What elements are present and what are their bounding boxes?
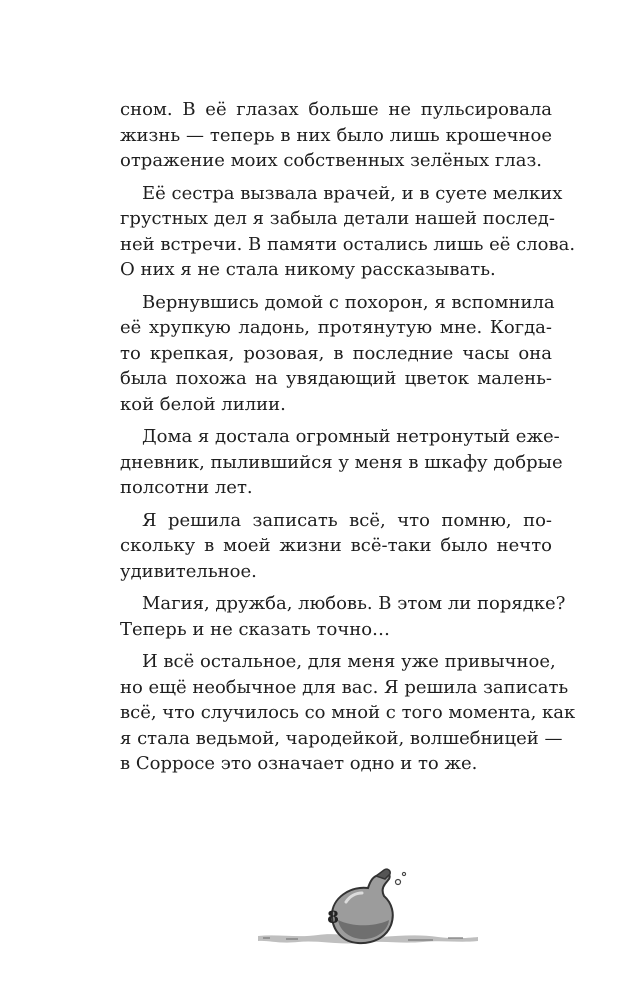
- text-line: Теперь и не сказать точно…: [120, 618, 391, 640]
- potion-flask-icon: [258, 868, 478, 958]
- text-line: удивительное.: [120, 560, 257, 582]
- text-line: Магия, дружба, любовь. В этом ли порядке?: [142, 593, 566, 614]
- text-line: в Сорросе это означает одно и то же.: [120, 753, 478, 774]
- paragraph: [120, 508, 552, 585]
- text-line: всё, что случилось со мной с того момента, как: [120, 702, 576, 723]
- paragraph: [120, 591, 566, 642]
- text-line: была похожа на увядающий цветок малень-: [120, 368, 552, 389]
- text-line: Её сестра вызвала врачей, и в суете мелких: [142, 182, 563, 204]
- paragraph: [120, 97, 552, 174]
- page-number: 8: [327, 908, 339, 928]
- text-line: скольку в моей жизни всё-таки было нечто: [120, 535, 552, 556]
- text-line: грустных дел я забыла детали нашей послед-: [120, 208, 555, 229]
- text-line: отражение моих собственных зелёных глаз.: [120, 150, 542, 171]
- text-line: О них я не стала никому рассказывать.: [120, 259, 496, 280]
- body-text: [120, 97, 576, 777]
- text-line: но ещё необычное для вас. Я решила записать: [120, 676, 569, 698]
- text-line: её хрупкую ладонь, протянутую мне. Когда-: [120, 317, 552, 338]
- text-line: Я решила записать всё, что помню, по-: [142, 509, 552, 531]
- paragraph: [120, 290, 555, 418]
- text-line: дневник, пылившийся у меня в шкафу добрые: [120, 451, 563, 473]
- text-line: И всё остальное, для меня уже привычное,: [142, 651, 556, 672]
- text-line: кой белой лилии.: [120, 393, 286, 415]
- text-line: полсотни лет.: [120, 477, 253, 498]
- text-line: жизнь — теперь в них было лишь крошечное: [120, 124, 552, 146]
- paragraph: [120, 424, 563, 501]
- text-line: сном. В её глазах больше не пульсировала: [120, 99, 552, 120]
- text-line: Дома я достала огромный нетронутый еже-: [142, 426, 560, 447]
- text-line: ней встречи. В памяти остались лишь её слова.: [120, 233, 576, 255]
- text-line: Вернувшись домой с похорон, я вспомнила: [142, 291, 555, 313]
- paragraph: [120, 181, 576, 283]
- text-line: я стала ведьмой, чародейкой, волшебницей —: [120, 727, 563, 749]
- text-line: то крепкая, розовая, в последние часы она: [120, 342, 552, 364]
- paragraph: [120, 649, 576, 777]
